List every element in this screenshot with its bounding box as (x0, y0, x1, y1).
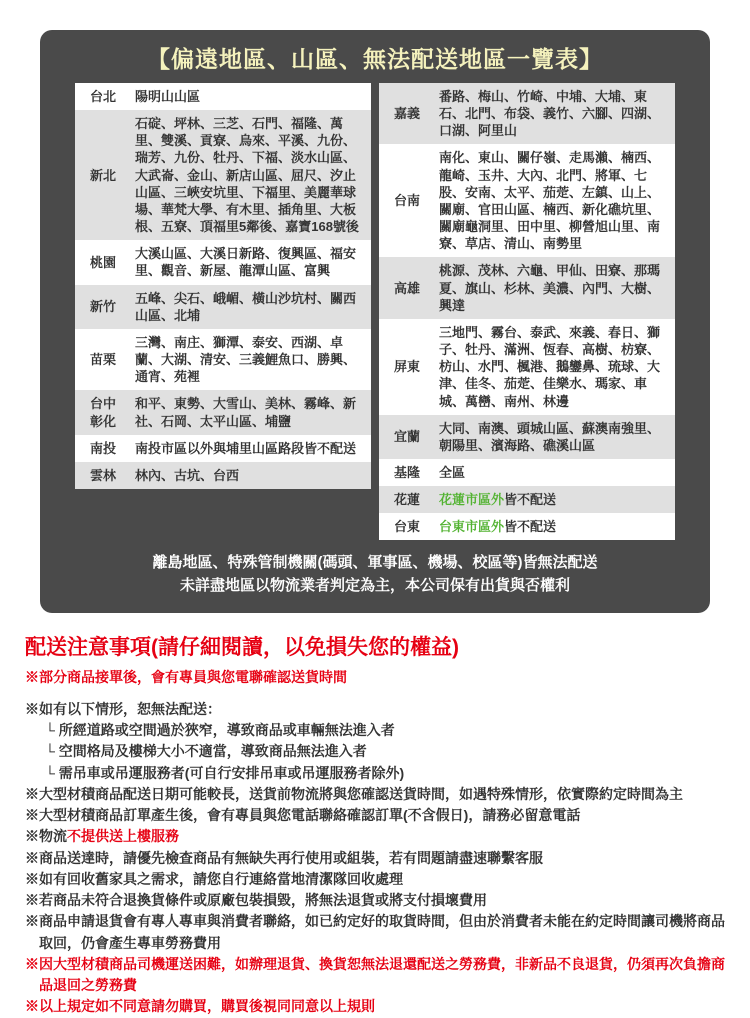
region-areas-highlight: 花蓮市區外 (439, 492, 505, 508)
region-areas: 桃源、茂林、六龜、甲仙、田寮、那瑪夏、旗山、杉林、美濃、內門、大樹、興達 (439, 263, 661, 313)
region-row (379, 513, 675, 540)
region-areas: 南投市區以外與埔里山區路段皆不配送 (135, 440, 357, 456)
region-areas: 全區 (439, 464, 466, 480)
region-row (75, 285, 371, 329)
region-row (379, 415, 675, 459)
region-table-west (75, 83, 371, 489)
delivery-notice-section (25, 631, 725, 1017)
region-areas: 大同、南澳、頭城山區、蘇澳南強里、朝陽里、濱海路、礁溪山區 (439, 420, 661, 453)
region-label: 花蓮 (394, 492, 421, 508)
region-row (379, 459, 675, 486)
region-label: 台東 (394, 519, 421, 535)
notice-item: ※大型材積商品配送日期可能較長，送貨前物流將與您確認送貨時間，如遇特殊情形，依實際約定時間為主 (25, 785, 683, 802)
notice-item: └ 空間格局及樓梯大小不適當，導致商品無法進入者 (45, 743, 367, 760)
region-areas: 花蓮市區外皆不配送 (439, 492, 557, 508)
region-row (379, 257, 675, 318)
region-row (75, 462, 371, 489)
region-row (379, 319, 675, 415)
notice-item: ※商品送達時，請優先檢查商品有無缺失再行使用或組裝，若有問題請盡速聯繫客服 (25, 849, 543, 866)
banner-footer-line2: 未詳盡地區以物流業者判定為主，本公司保有出貨與否權利 (179, 576, 570, 594)
region-label: 宜蘭 (394, 429, 421, 445)
region-areas: 台東市區外皆不配送 (439, 519, 557, 535)
region-row (75, 390, 371, 434)
region-label: 屏東 (394, 359, 421, 375)
region-row (379, 144, 675, 257)
region-areas: 番路、梅山、竹崎、中埔、大埔、東石、北門、布袋、義竹、六腳、四湖、口湖、阿里山 (439, 89, 661, 139)
notice-item: ※商品申請退貨會有專人專車與消費者聯絡，如已約定好的取貨時間，但由於消費者未能在約定時間讓司機將商品取回，仍會產生專車勞務費用 (25, 913, 725, 951)
region-row (75, 435, 371, 462)
region-row (75, 329, 371, 390)
region-areas: 三地門、霧台、泰武、來義、春日、獅子、牡丹、滿洲、恆春、高樹、枋寮、枋山、水門、楓港、鵝鑾鼻、琉球、大津、佳冬、茄萣、佳樂水、瑪家、車城、萬巒、南州、林邊 (439, 324, 661, 409)
region-label: 台北 (90, 89, 117, 104)
region-label: 雲林 (90, 467, 117, 483)
region-areas: 和平、東勢、大雪山、美林、霧峰、新社、石岡、太平山區、埔鹽 (135, 396, 357, 429)
region-areas: 大溪山區、大溪日新路、復興區、福安里、觀音、新屋、龍潭山區、富興 (135, 246, 357, 279)
region-areas: 石碇、坪林、三芝、石門、福隆、萬里、雙溪、貢寮、烏來、平溪、九份、瑞芳、九份、牡丹、下福、淡水山區、大武崙、金山、新店山區、屈尺、汐止山區、三峽安坑里、下福里、美麗華球場、華梵大學、有木里、插角里、大板根、五寮、頂福里5鄰後、嘉寶168號後 (135, 116, 359, 235)
region-areas: 三灣、南庄、獅潭、泰安、西湖、卓蘭、大湖、清安、三義鯉魚口、勝興、通宵、苑裡 (135, 334, 357, 385)
region-label: 苗栗 (90, 352, 117, 368)
region-label: 台南 (394, 193, 421, 209)
notice-item: ※以上規定如不同意請勿購買，購買後視同同意以上規則 (25, 998, 375, 1015)
region-row (75, 110, 371, 240)
region-row (75, 240, 371, 284)
region-label: 台中彰化 (90, 396, 117, 429)
banner-footer-line1: 離島地區、特殊管制機關(碼頭、軍事區、機場、校區等)皆無法配送 (152, 554, 598, 572)
region-label: 嘉義 (394, 106, 421, 122)
region-table-south-east (379, 83, 675, 540)
region-row (379, 486, 675, 513)
region-label: 桃園 (90, 254, 117, 270)
region-areas: 南化、東山、關仔嶺、走馬瀨、楠西、龍崎、玉井、大內、北門、將軍、七股、安南、太平、茄萣、左鎮、山上、關廟、官田山區、楠西、新化礁坑里、關廟龜洞里、田中里、柳營旭山里、南寮、草店、清山、南勢里 (439, 150, 661, 252)
region-label: 新竹 (90, 299, 117, 315)
region-areas: 林內、古坑、台西 (135, 467, 240, 483)
region-label: 南投 (90, 440, 117, 456)
region-row (75, 83, 371, 110)
notice-item: ※因大型材積商品司機運送困難，如辦理退貨、換貨恕無法退還配送之勞務費，非新品不良退貨，仍須再次負擔商品退回之勞務費 (25, 955, 725, 994)
shipping-notice-page (0, 30, 750, 1015)
banner-title: 【偏遠地區、山區、無法配送地區一覽表】 (147, 46, 603, 72)
region-areas: 陽明山山區 (135, 89, 201, 104)
notice-item: ※部分商品接單後，會有專員與您電聯確認送貨時間 (25, 669, 347, 686)
notice-item: └ 所經道路或空間過於狹窄，導致商品或車輛無法進入者 (45, 721, 395, 738)
notice-item: ※如有回收舊家具之需求，請您自行連絡當地清潔隊回收處理 (25, 870, 403, 887)
banner-footer (40, 552, 710, 597)
notice-item: ※物流不提供送上樓服務 (25, 828, 179, 845)
notice-item: ※若商品未符合退換貨條件或原廠包裝損毀，將無法退貨或將支付損壞費用 (25, 892, 487, 909)
remote-area-banner (40, 30, 710, 613)
notice-item: ※大型材積商品訂單產生後，會有專員與您電話聯絡確認訂單(不含假日)，請務必留意電話 (25, 807, 581, 824)
region-areas-highlight: 台東市區外 (439, 519, 505, 535)
region-tables (40, 83, 710, 540)
notice-item: ※如有以下情形，恕無法配送： (25, 700, 221, 717)
notice-heading: 配送注意事項(請仔細閱讀，以免損失您的權益) (25, 636, 459, 660)
region-areas: 五峰、尖石、峨嵋、橫山沙坑村、關西山區、北埔 (135, 290, 357, 323)
notice-item: └ 需吊車或吊運服務者(可自行安排吊車或吊運服務者除外) (45, 764, 405, 781)
notice-item-red-part: 不提供送上樓服務 (67, 828, 179, 845)
region-label: 基隆 (394, 464, 421, 480)
notice-list (25, 667, 725, 1017)
region-label: 新北 (90, 167, 117, 183)
region-row (379, 83, 675, 144)
region-label: 高雄 (394, 280, 421, 296)
